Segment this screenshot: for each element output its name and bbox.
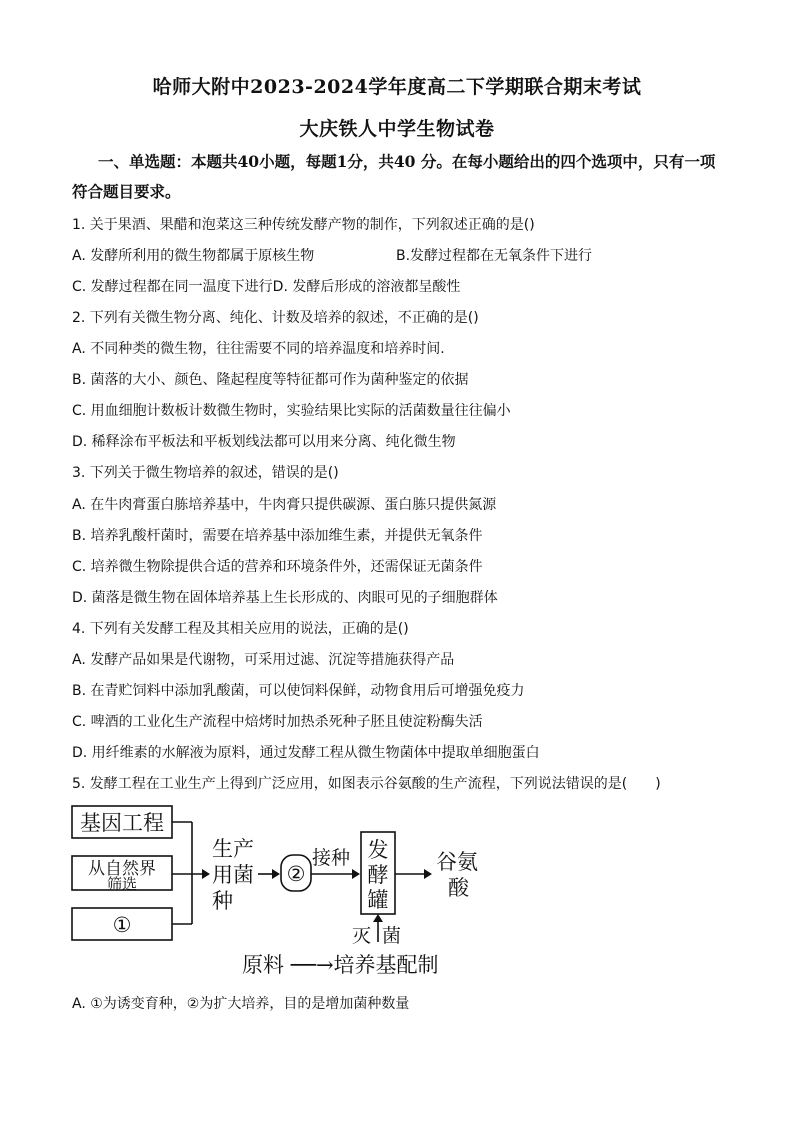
q3-option-b: B. 培养乳酸杆菌时，需要在培养基中添加维生素，并提供无氧条件	[72, 528, 483, 544]
natural-screening-label-1: 从自然界	[88, 859, 156, 879]
q2-option-b: B. 菌落的大小、颜色、隆起程度等特征都可作为菌种鉴定的依据	[72, 372, 469, 388]
q1-stem: 1. 关于果酒、果醋和泡菜这三种传统发酵产物的制作，下列叙述正确的是()	[72, 217, 535, 233]
product-label-1: 谷氨	[436, 850, 478, 874]
unknown-method-label: ①	[112, 913, 132, 937]
q1-option-b: B.发酵过程都在无氧条件下进行	[396, 248, 593, 264]
strain-label-1: 生产	[212, 837, 254, 861]
gene-engineering-label: 基因工程	[80, 811, 164, 835]
q5-stem: 5. 发酵工程在工业生产上得到广泛应用，如图表示谷氨酸的生产流程，下列说法错误的是( )	[72, 776, 661, 792]
section-header-continued: 符合题目要求。	[72, 182, 181, 201]
tank-label-2: 酵	[367, 863, 389, 887]
sterilize-label-2: 菌	[382, 925, 402, 947]
strain-label-3: 种	[212, 889, 233, 913]
glutamate-production-flowchart	[66, 802, 496, 982]
q3-option-c: C. 培养微生物除提供合适的营养和环境条件外，还需保证无菌条件	[72, 559, 483, 575]
raw-material-label: 原料 ──→培养基配制	[242, 953, 439, 977]
q2-option-a: A. 不同种类的微生物，往往需要不同的培养温度和培养时间.	[72, 341, 445, 357]
step-2-label: ②	[286, 862, 306, 886]
q4-stem: 4. 下列有关发酵工程及其相关应用的说法，正确的是()	[72, 621, 409, 637]
q3-option-a: A. 在牛肉膏蛋白胨培养基中，牛肉膏只提供碳源、蛋白胨只提供氮源	[72, 497, 497, 513]
q4-option-c: C. 啤酒的工业化生产流程中焙烤时加热杀死种子胚且使淀粉酶失活	[72, 714, 483, 730]
section-header: 一、单选题：本题共40小题，每题1分，共40 分。在每小题给出的四个选项中，只有一项	[98, 152, 716, 171]
q2-option-c: C. 用血细胞计数板计数微生物时，实验结果比实际的活菌数量往往偏小	[72, 403, 511, 419]
q4-option-a: A. 发酵产品如果是代谢物，可采用过滤、沉淀等措施获得产品	[72, 652, 455, 668]
q5-option-a: A. ①为诱变育种，②为扩大培养，目的是增加菌种数量	[72, 996, 410, 1012]
sterilize-label-1: 灭	[352, 925, 372, 947]
product-label-2: 酸	[448, 876, 469, 900]
q3-stem: 3. 下列关于微生物培养的叙述，错误的是()	[72, 465, 339, 481]
tank-label-3: 罐	[367, 888, 389, 912]
strain-label-2: 用菌	[212, 863, 254, 887]
tank-label-1: 发	[367, 838, 389, 862]
q4-option-b: B. 在青贮饲料中添加乳酸菌，可以使饲料保鲜，动物食用后可增强免疫力	[72, 683, 525, 699]
exam-title: 哈师大附中2023-2024学年度高二下学期联合期末考试	[152, 76, 642, 98]
inoculate-label: 接种	[312, 847, 351, 869]
q4-option-d: D. 用纤维素的水解液为原料，通过发酵工程从微生物菌体中提取单细胞蛋白	[72, 745, 540, 761]
q2-option-d: D. 稀释涂布平板法和平板划线法都可以用来分离、纯化微生物	[72, 434, 456, 450]
natural-screening-label-2: 筛选	[106, 875, 138, 893]
q1-option-a: A. 发酵所利用的微生物都属于原核生物	[72, 248, 315, 264]
exam-subtitle: 大庆铁人中学生物试卷	[299, 118, 495, 140]
q3-option-d: D. 菌落是微生物在固体培养基上生长形成的、肉眼可见的子细胞群体	[72, 590, 498, 606]
q1-option-cd: C. 发酵过程都在同一温度下进行D. 发酵后形成的溶液都呈酸性	[72, 279, 461, 295]
q2-stem: 2. 下列有关微生物分离、纯化、计数及培养的叙述，不正确的是()	[72, 310, 479, 326]
